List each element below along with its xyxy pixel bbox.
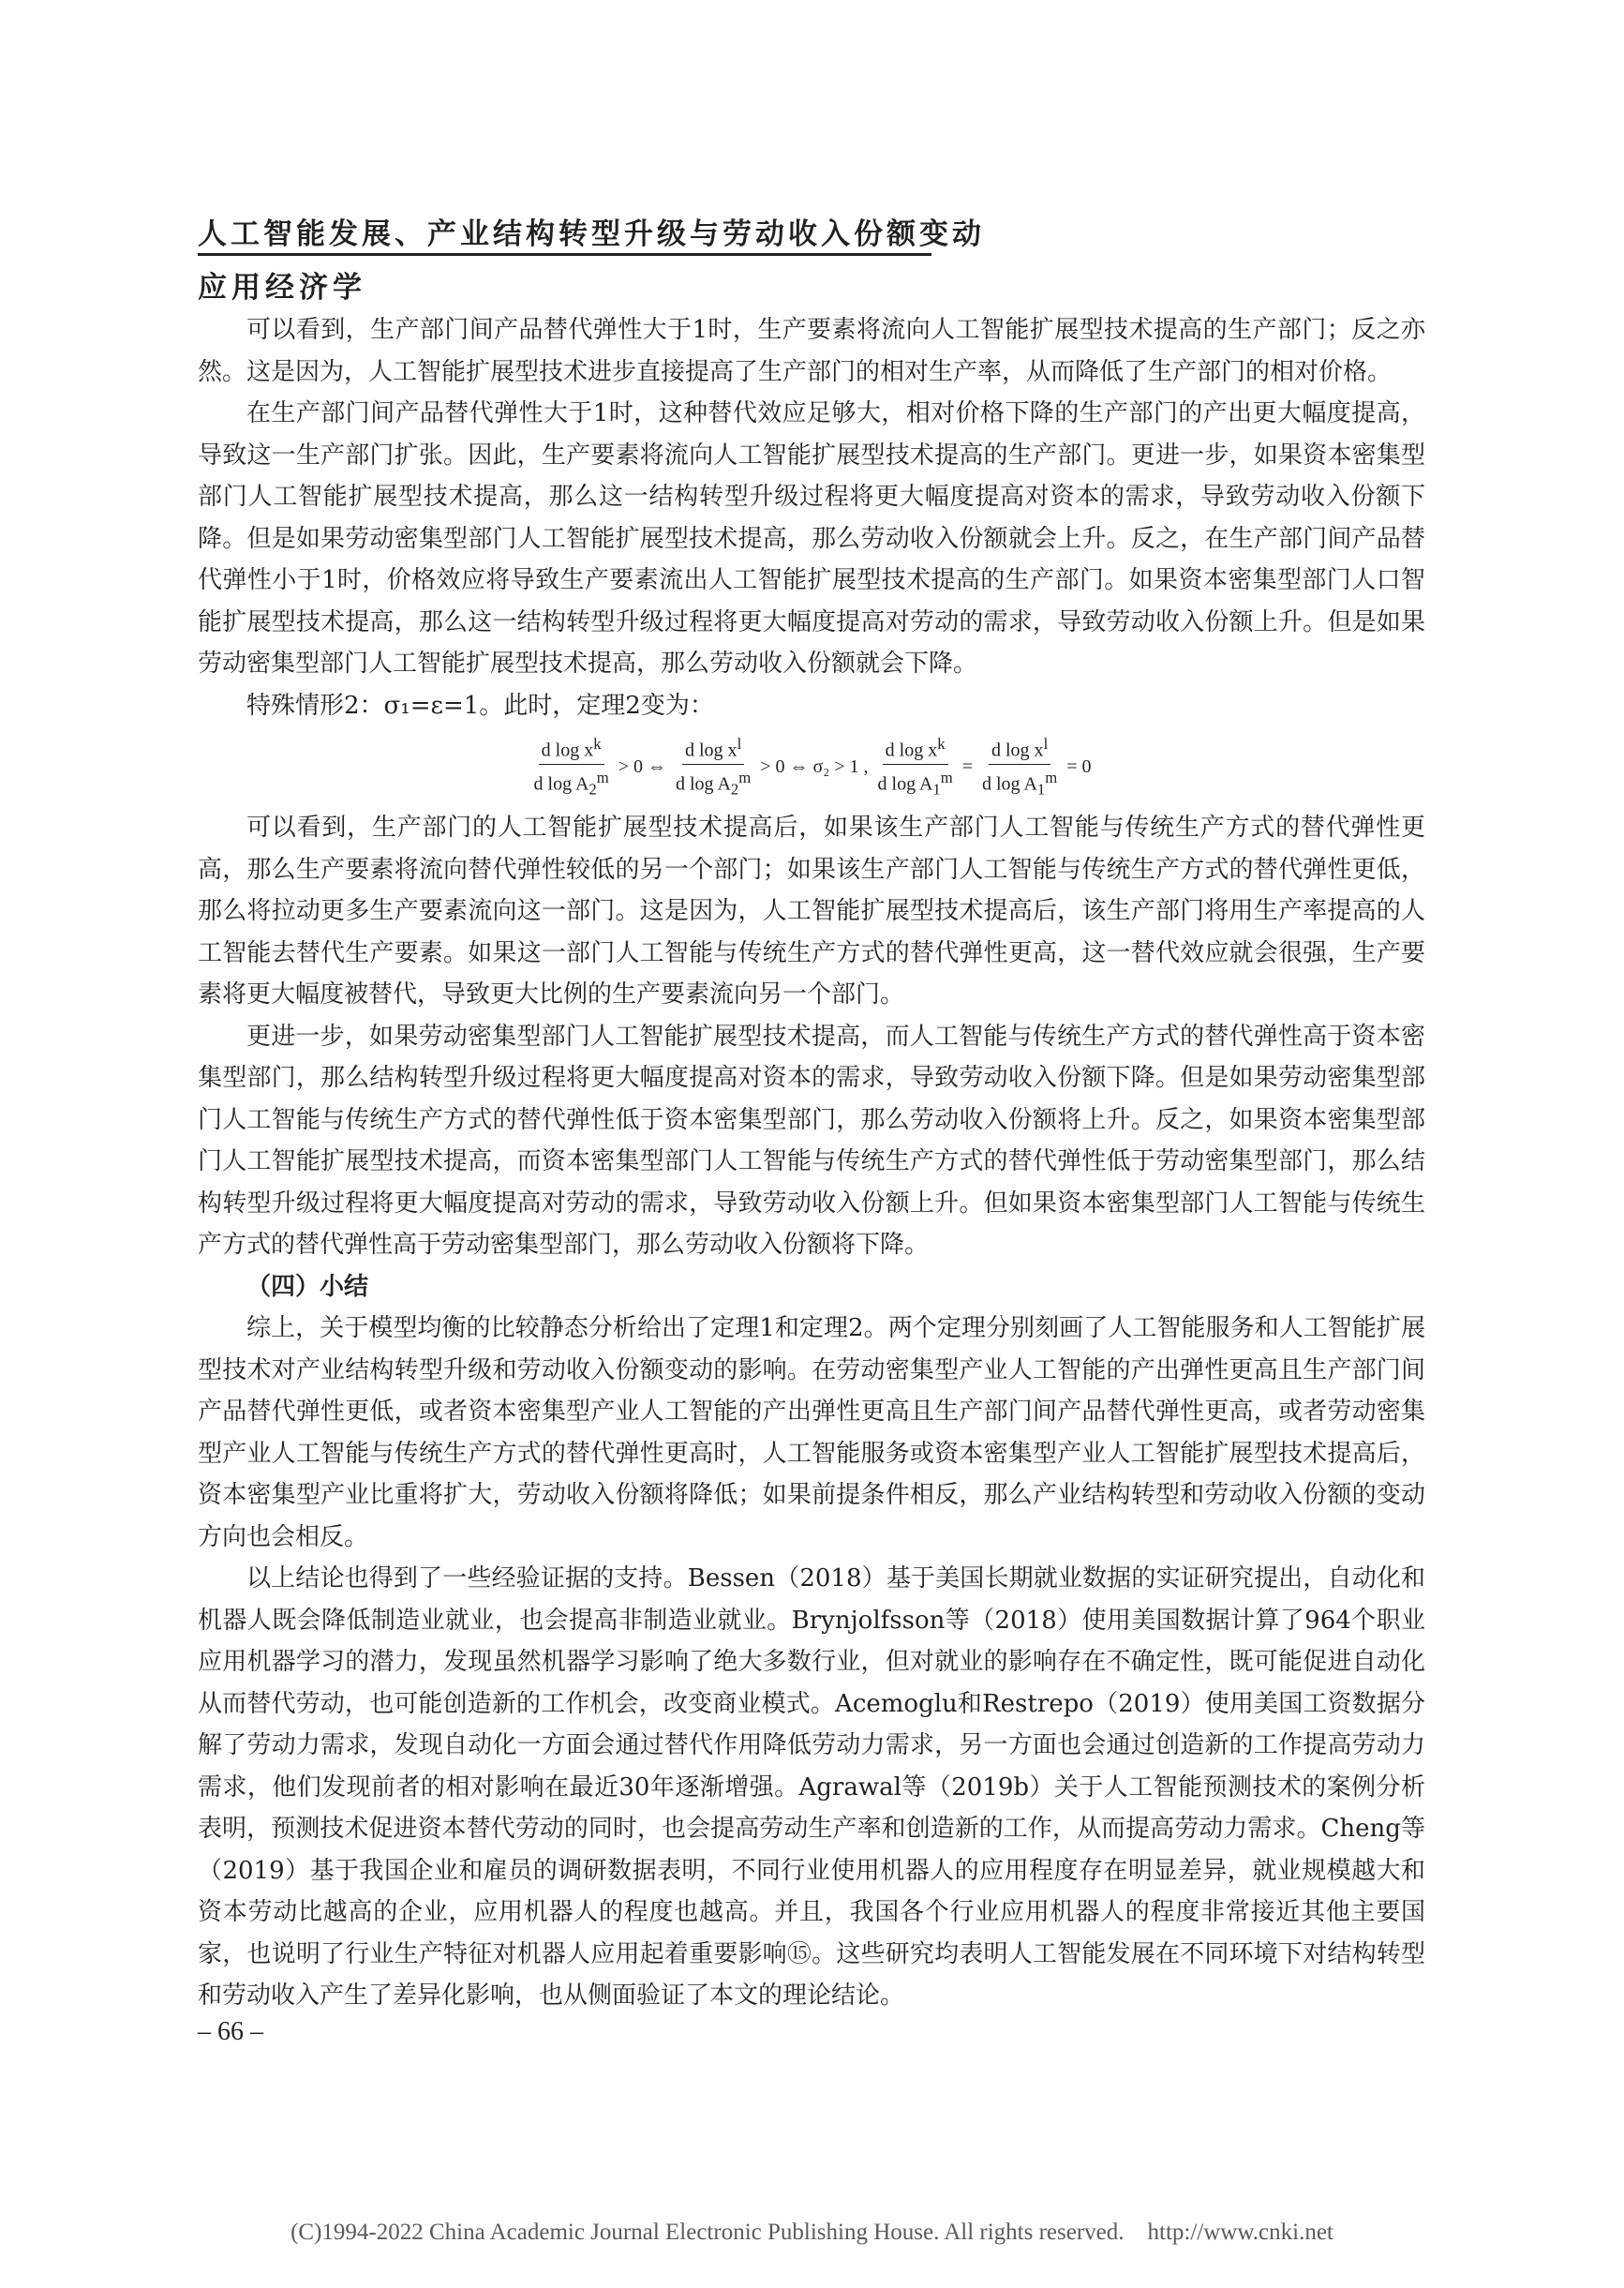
header-rule	[198, 253, 931, 256]
paragraph: 可以看到，生产部门间产品替代弹性大于1时，生产要素将流向人工智能扩展型技术提高的生产部门；反之亦然。这是因为，人工智能扩展型技术进步直接提高了生产部门的相对生产率，从而降低了生产部门的相对价格。	[198, 316, 1425, 386]
equation-operator: > 0 ⇔	[618, 755, 666, 777]
fraction: $\frac{d \log x^l}{d \log A_2^m}$	[676, 734, 752, 799]
paragraph: 可以看到，生产部门的人工智能扩展型技术提高后，如果该生产部门人工智能与传统生产方式的替代弹性更高，那么生产要素将流向替代弹性较低的另一个部门；如果该生产部门人工智能与传统生产方式的替代弹性更低，那么将拉动更多生产要素流向这一部门。这是因为，人工智能扩展型技术提高后，该生产部门将用生产率提高的人工智能去替代生产要素。如果这一部门人工智能与传统生产方式的替代弹性更高，这一替代效应就会很强，生产要素将更大幅度被替代，导致更大比例的生产要素流向另一个部门。	[198, 814, 1425, 1009]
page-number: – 66 –	[198, 2017, 263, 2046]
equation-operator: =	[961, 755, 973, 777]
article-body	[198, 309, 1425, 2017]
paragraph: 以上结论也得到了一些经验证据的支持。Bessen（2018）基于美国长期就业数据的实证研究提出，自动化和机器人既会降低制造业就业，也会提高非制造业就业。Brynjolfsson等（2018）使用美国数据计算了964个职业应用机器学习的潜力，发现虽然机器学习影响了绝大多数行业，但对就业的影响存在不确定性，既可能促进自动化从而替代劳动，也可能创造新的工作机会，改变商业模式。Acemoglu和Restrepo（2019）使用美国工资数据分解了劳动力需求，发现自动化一方面会通过替代作用降低劳动力需求，另一方面也会通过创造新的工作提高劳动力需求，他们发现前者的相对影响在最近30年逐渐增强。Agrawal等（2019b）关于人工智能预测技术的案例分析表明，预测技术促进资本替代劳动的同时，也会提高劳动生产率和创造新的工作，从而提高劳动力需求。Cheng等（2019）基于我国企业和雇员的调研数据表明，不同行业使用机器人的应用程度存在明显差异，就业规模越大和资本劳动比越高的企业，应用机器人的程度也越高。并且，我国各个行业应用机器人的程度非常接近其他主要国家，也说明了行业生产特征对机器人应用起着重要影响⑮。这些研究均表明人工智能发展在不同环境下对结构转型和劳动收入产生了差异化影响，也从侧面验证了本文的理论结论。	[198, 1564, 1425, 2010]
fraction: $\frac{d \log x^l}{d \log A_1^m}$	[982, 734, 1058, 799]
fraction: $\frac{d \log x^k}{d \log A_1^m}$	[877, 734, 953, 799]
section-heading: （四）小结	[246, 1272, 369, 1301]
equation-operator: > 0 ⇔ σ₂ > 1 ,	[760, 755, 869, 777]
equation-theorem2-special-case	[198, 726, 1425, 807]
running-header-title: 人工智能发展、产业结构转型升级与劳动收入份额变动	[198, 217, 985, 251]
paragraph: 在生产部门间产品替代弹性大于1时，这种替代效应足够大，相对价格下降的生产部门的产出更大幅度提高，导致这一生产部门扩张。因此，生产要素将流向人工智能扩展型技术提高的生产部门。更进一步，如果资本密集型部门人工智能扩展型技术提高，那么这一结构转型升级过程将更大幅度提高对资本的需求，导致劳动收入份额下降。但是如果劳动密集型部门人工智能扩展型技术提高，那么劳动收入份额就会上升。反之，在生产部门间产品替代弹性小于1时，价格效应将导致生产要素流出人工智能扩展型技术提高的生产部门。如果资本密集型部门人口智能扩展型技术提高，那么这一结构转型升级过程将更大幅度提高对劳动的需求，导致劳动收入份额上升。但是如果劳动密集型部门人工智能扩展型技术提高，那么劳动收入份额就会下降。	[198, 399, 1425, 678]
fraction: $\frac{d \log x^k}{d \log A_2^m}$	[533, 734, 609, 799]
copyright-footer: (C)1994-2022 China Academic Journal Electronic Publishing House. All rights reserved. http://www.cnki.net	[291, 2220, 1333, 2245]
paragraph: 特殊情形2：σ₁=ε=1。此时，定理2变为：	[246, 691, 714, 720]
equation-operator: = 0	[1066, 755, 1092, 777]
paragraph: 综上，关于模型均衡的比较静态分析给出了定理1和定理2。两个定理分别刻画了人工智能服务和人工智能扩展型技术对产业结构转型升级和劳动收入份额变动的影响。在劳动密集型产业人工智能的产出弹性更高且生产部门间产品替代弹性更低，或者资本密集型产业人工智能的产出弹性更高且生产部门间产品替代弹性更高，或者劳动密集型产业人工智能与传统生产方式的替代弹性更高时，人工智能服务或资本密集型产业人工智能扩展型技术提高后，资本密集型产业比重将扩大，劳动收入份额将降低；如果前提条件相反，那么产业结构转型和劳动收入份额的变动方向也会相反。	[198, 1314, 1425, 1551]
paragraph: 更进一步，如果劳动密集型部门人工智能扩展型技术提高，而人工智能与传统生产方式的替代弹性高于资本密集型部门，那么结构转型升级过程将更大幅度提高对资本的需求，导致劳动收入份额下降。但是如果劳动密集型部门人工智能与传统生产方式的替代弹性低于资本密集型部门，那么劳动收入份额将上升。反之，如果资本密集型部门人工智能扩展型技术提高，而资本密集型部门人工智能与传统生产方式的替代弹性低于劳动密集型部门，那么结构转型升级过程将更大幅度提高对劳动的需求，导致劳动收入份额上升。但如果资本密集型部门人工智能与传统生产方式的替代弹性高于劳动密集型部门，那么劳动收入份额将下降。	[198, 1022, 1425, 1259]
journal-name: 应用经济学	[198, 271, 366, 305]
